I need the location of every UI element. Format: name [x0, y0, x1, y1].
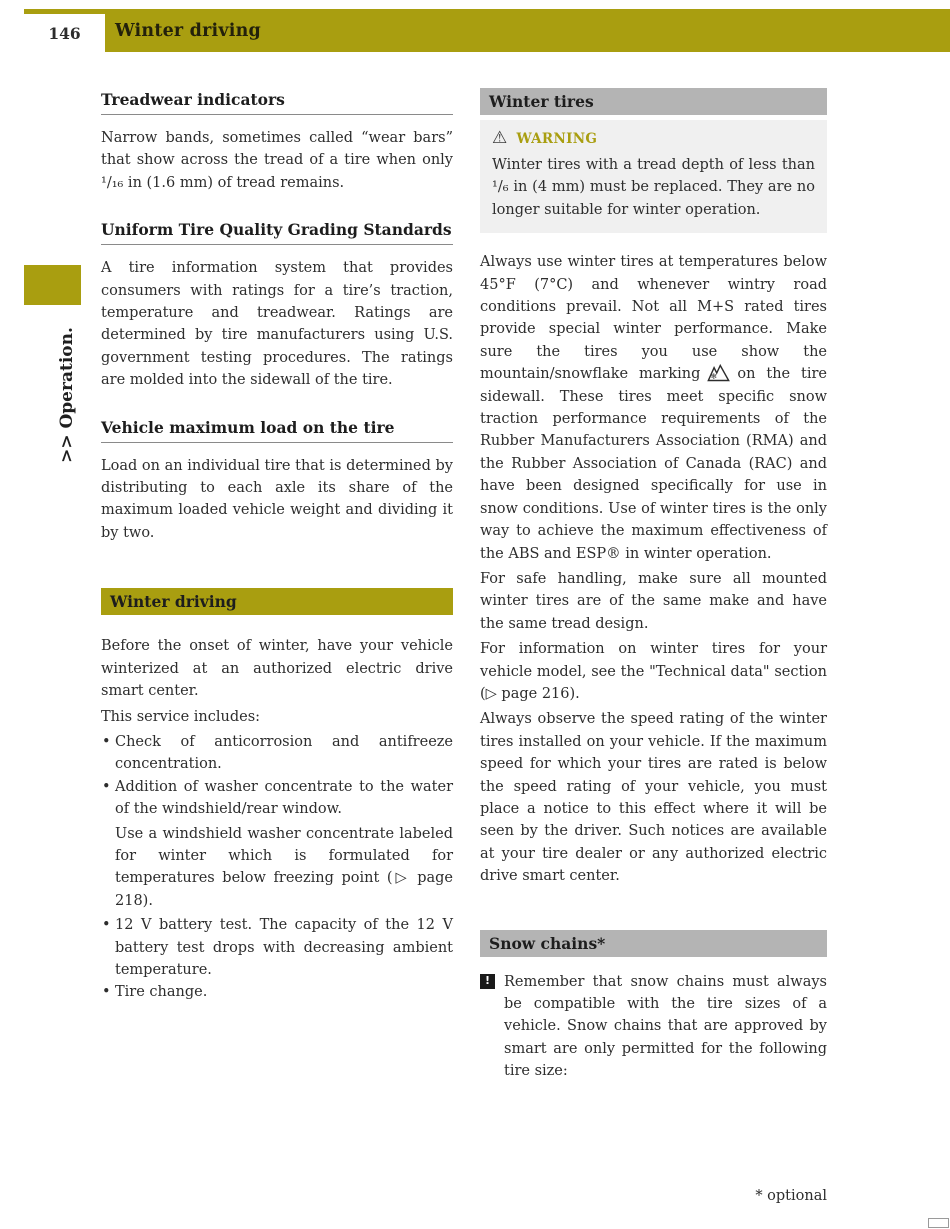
paragraph: For safe handling, make sure all mounted winter tires are of the same make and have the same tread design. [480, 570, 827, 632]
warning-box [480, 120, 827, 233]
paragraph-text: Always use winter tires at temperatures below 45°F (7°C) and whenever wintry road conditions prevail. Not all M+S rated tires provide special winter performance. Make sure the tires you use show the mountain/snowflake marking [480, 254, 827, 383]
banner-snow-chains: Snow chains* [480, 930, 827, 957]
list-item-text: Addition of washer concentrate to the water of the windshield/rear window. [115, 778, 453, 818]
page-number: 146 [48, 23, 81, 43]
exclamation-square-icon [480, 974, 495, 989]
warning-header [492, 130, 815, 147]
paragraph: A tire information system that provides consumers with ratings for a tire’s traction, temperature and treadwear. Ratings are determined by tire manufacturers using U.S. government testing procedures. The ratings are molded into the sidewall of the tire. [101, 260, 453, 389]
paragraph: For information on winter tires for your vehicle model, see the "Technical data" section (▷ page 216). [480, 641, 827, 702]
list-item-text: 12 V battery test. The capacity of the 12 V battery test drops with decreasing ambient temperature. [115, 917, 453, 978]
note-block [480, 971, 827, 1083]
paragraph: This service includes: [101, 708, 261, 725]
paragraph: Before the onset of winter, have your vehicle winterized at an authorized electric drive smart center. [101, 638, 453, 700]
warning-label: WARNING [516, 130, 598, 147]
list-item [101, 731, 453, 776]
column-left [101, 88, 453, 1083]
list-item [101, 981, 453, 1003]
svg-text:❄: ❄ [710, 372, 718, 382]
paragraph-with-icon [480, 251, 827, 565]
chapter-label-vertical: >> Operation. [57, 327, 77, 463]
heading-utqgs: Uniform Tire Quality Grading Standards [101, 220, 453, 245]
list-item-subtext: Use a windshield washer concentrate labeled for winter which is formulated for temperatures below freezing point (▷ page 218). [115, 825, 453, 909]
banner-winter-tires: Winter tires [480, 88, 827, 115]
list-item-text: Tire change. [115, 984, 208, 1001]
warning-text: Winter tires with a tread depth of less than ¹/₆ in (4 mm) must be replaced. They are no longer suitable for winter operation. [492, 157, 815, 218]
heading-treadwear-indicators: Treadwear indicators [101, 90, 453, 115]
column-right [480, 88, 827, 1083]
mountain-snowflake-icon [707, 364, 730, 382]
page-content [101, 88, 827, 1083]
service-list [101, 731, 453, 1004]
paragraph: Always observe the speed rating of the winter tires installed on your vehicle. If the maximum speed for which your tires are rated is below the speed rating of your vehicle, you must place a notice to this effect where it will be seen by the driver. Such notices are available at your tire dealer or any authorized electric drive smart center. [480, 711, 827, 885]
page-corner-mark [928, 1218, 949, 1228]
list-item-text: Check of anticorrosion and antifreeze concentration. [115, 733, 453, 773]
footnote-optional: * optional [755, 1188, 827, 1204]
banner-winter-driving: Winter driving [101, 588, 453, 615]
list-item [101, 914, 453, 981]
heading-vehicle-max-load: Vehicle maximum load on the tire [101, 418, 453, 443]
header-bar [24, 9, 950, 52]
paragraph-text: on the tire sidewall. These tires meet specific snow traction performance requirements of the Rubber Manufacturers Association (RMA) and the Rubber Association of Canada (RAC) and have been designed specifically for use in snow conditions. Use of winter tires is the only way to achieve the maximum effectiveness of the ABS and ESP® in winter operation. [480, 366, 828, 562]
warning-triangle-icon [492, 130, 508, 147]
note-text: Remember that snow chains must always be compatible with the tire sizes of a vehicle. Snow chains that are approved by smart are only permitted for the following tire size: [504, 973, 827, 1080]
paragraph: Load on an individual tire that is determined by distributing to each axle its share of the maximum loaded vehicle weight and dividing it by two. [101, 457, 453, 541]
page-number-box [24, 14, 105, 52]
page-title: Winter driving [115, 20, 261, 41]
paragraph: Narrow bands, sometimes called “wear bars” that show across the tread of a tire when only ¹/₁₆ in (1.6 mm) of tread remains. [101, 130, 453, 191]
list-item [101, 776, 453, 912]
